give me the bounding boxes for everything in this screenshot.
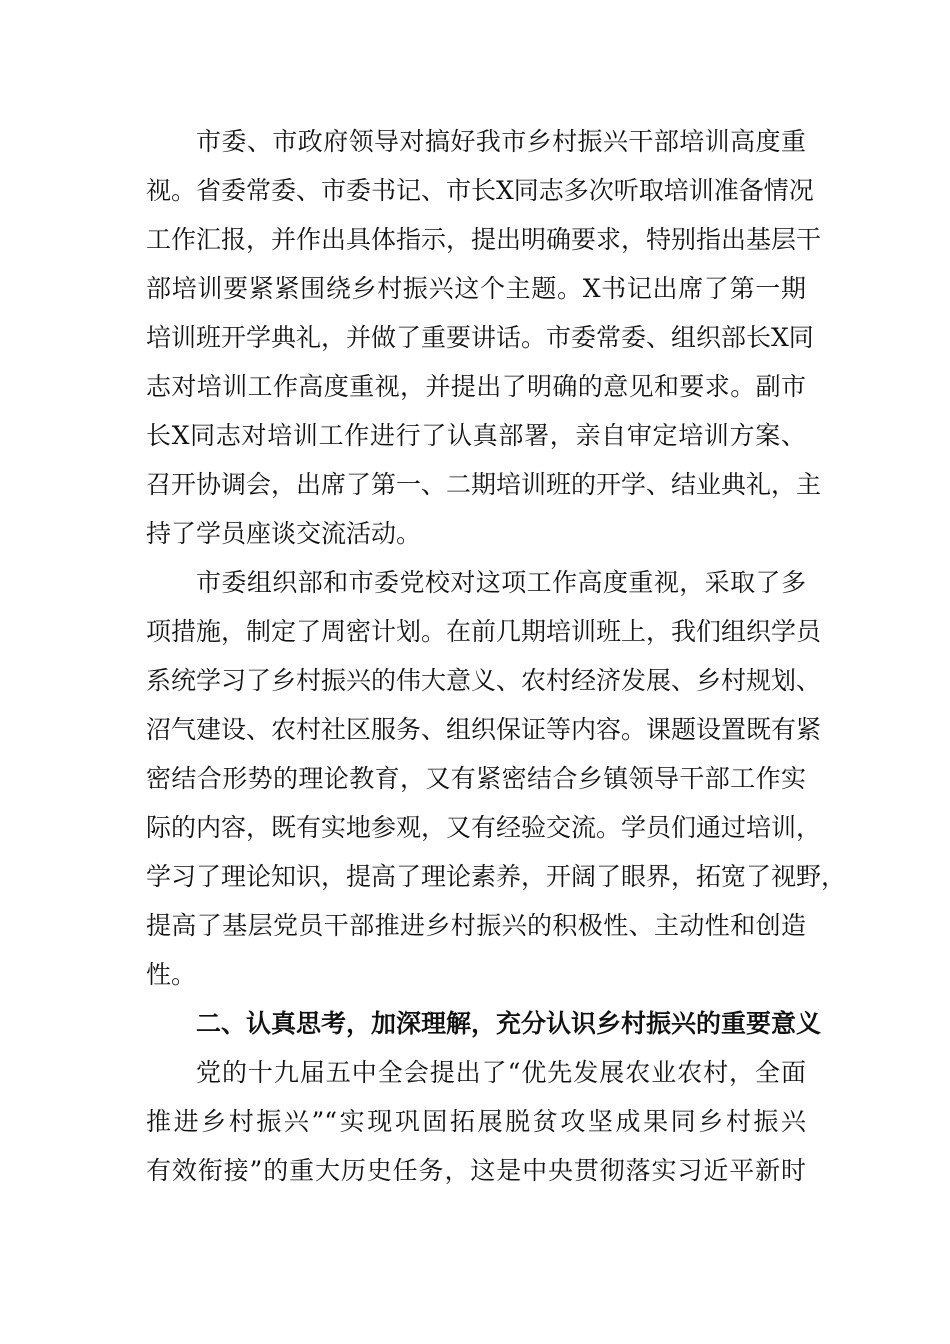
text-line: 召开协调会，出席了第一、二期培训班的开学、结业典礼，主 — [146, 470, 822, 499]
text-line: 际的内容，既有实地参观，又有经验交流。学员们通过培训， — [146, 813, 822, 842]
text-line: 培训班开学典礼，并做了重要讲话。市委常委、组织部长X同 — [146, 323, 814, 352]
text-line: 部培训要紧紧围绕乡村振兴这个主题。X书记出席了第一期 — [146, 274, 806, 303]
text-line: 提高了基层党员干部推进乡村振兴的积极性、主动性和创造 — [146, 911, 806, 940]
text-line: 推进乡村振兴”“实现巩固拓展脱贫攻坚成果同乡村振兴 — [146, 1107, 806, 1136]
text-line: 项措施，制定了周密计划。在前几期培训班上，我们组织学员 — [146, 617, 822, 646]
text-line: 党的十九届五中全会提出了“优先发展农业农村，全面 — [196, 1058, 806, 1087]
text-line: 沼气建设、农村社区服务、组织保证等内容。课题设置既有紧 — [146, 715, 822, 744]
text-line: 性。 — [146, 960, 197, 989]
text-line: 志对培训工作高度重视，并提出了明确的意见和要求。副市 — [146, 372, 806, 401]
text-line: 系统学习了乡村振兴的伟大意义、农村经济发展、乡村规划、 — [146, 666, 822, 695]
paragraph-2 — [146, 558, 847, 999]
document-page — [146, 117, 847, 1195]
text-line: 密结合形势的理论教育，又有紧密结合乡镇领导干部工作实 — [146, 764, 806, 793]
paragraph-3 — [146, 1048, 806, 1195]
text-line: 长X同志对培训工作进行了认真部署，亲自审定培训方案、 — [146, 421, 806, 450]
text-line: 持了学员座谈交流活动。 — [146, 519, 422, 548]
text-line: 市委、市政府领导对搞好我市乡村振兴干部培训高度重 — [196, 127, 806, 156]
section-heading — [146, 999, 822, 1048]
text-line: 市委组织部和市委党校对这项工作高度重视，采取了多 — [196, 568, 806, 597]
text-line: 工作汇报，并作出具体指示，提出明确要求，特别指出基层干 — [146, 225, 822, 254]
text-line: 学习了理论知识，提高了理论素养，开阔了眼界，拓宽了视野， — [146, 862, 847, 891]
paragraph-1 — [146, 117, 822, 558]
text-line: 有效衔接”的重大历史任务，这是中央贯彻落实习近平新时 — [146, 1156, 806, 1185]
heading-line: 二、认真思考，加深理解，充分认识乡村振兴的重要意义 — [196, 1009, 822, 1038]
text-line: 视。省委常委、市委书记、市长X同志多次听取培训准备情况 — [146, 176, 814, 205]
